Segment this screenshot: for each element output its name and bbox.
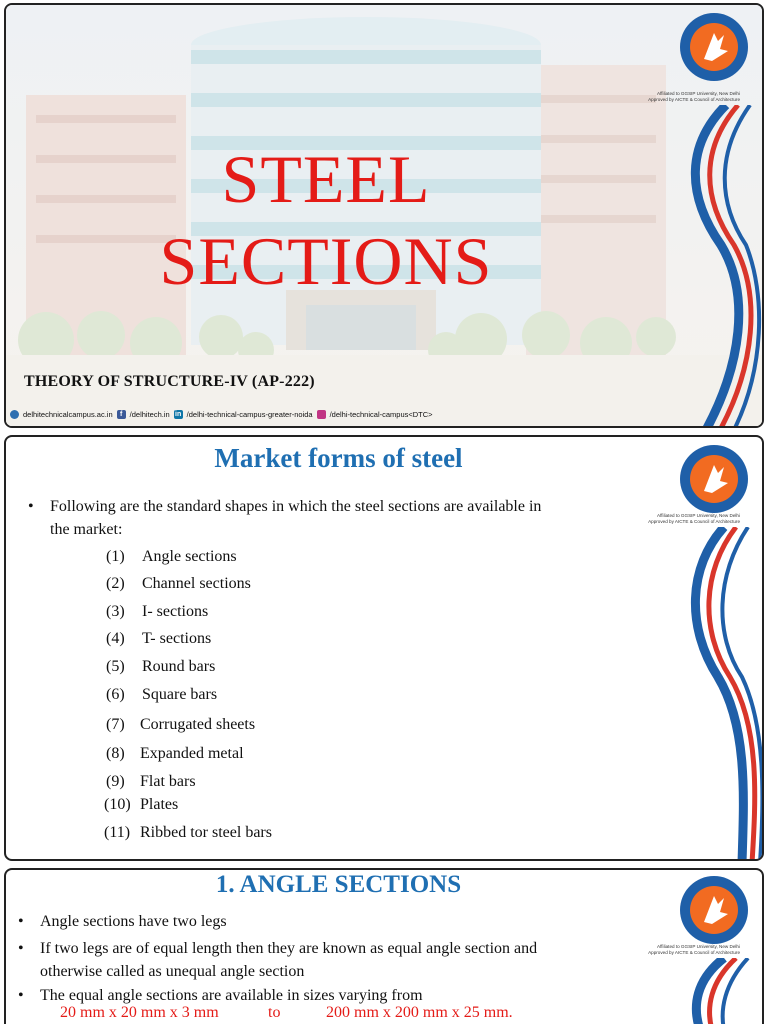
affiliation-text: Affiliated to GGSIP University, New Delhi Approved by AICTE & Council of Architecture bbox=[648, 513, 740, 524]
list-item: (8) Expanded metal bbox=[106, 745, 244, 762]
bullet-icon: • bbox=[18, 913, 24, 930]
slide-title-line-2: SECTIONS bbox=[159, 223, 493, 299]
size-range-from: 20 mm x 20 mm x 3 mm bbox=[60, 1004, 219, 1021]
course-subtitle: THEORY OF STRUCTURE-IV (AP-222) bbox=[24, 373, 315, 390]
list-item: (6) Square bars bbox=[106, 686, 218, 703]
website-link[interactable]: delhitechnicalcampus.ac.in bbox=[23, 409, 113, 419]
affiliation-text: Affiliated to GGSIP University, New Delhi Approved by AICTE & Council of Architecture bbox=[648, 944, 740, 955]
dtc-logo bbox=[678, 874, 750, 946]
bullet-item: • The equal angle sections are available in sizes varying from bbox=[18, 984, 658, 1007]
dtc-logo bbox=[678, 443, 750, 515]
bullet-icon: • bbox=[18, 987, 24, 1004]
social-links-bar bbox=[10, 406, 433, 422]
list-item: (11) Ribbed tor steel bars bbox=[104, 824, 272, 841]
bullet-item: • Angle sections have two legs bbox=[18, 910, 658, 933]
affiliation-text: Affiliated to GGSIP University, New Delhi Approved by AICTE & Council of Architecture bbox=[648, 91, 740, 102]
angle-sections-slide bbox=[4, 868, 764, 1024]
facebook-icon: f bbox=[117, 410, 126, 419]
list-item: (9) Flat bars bbox=[106, 773, 196, 790]
decorative-ribbon bbox=[666, 958, 764, 1024]
intro-bullet: • Following are the standard shapes in which the steel sections are available in the market: bbox=[28, 495, 668, 545]
bullet-icon: • bbox=[28, 498, 34, 515]
instagram-icon bbox=[317, 410, 326, 419]
list-item: (2) Channel sections bbox=[106, 575, 251, 592]
instagram-link[interactable]: /delhi-technical-campus<DTC> bbox=[329, 409, 433, 419]
facebook-link[interactable]: /delhitech.in bbox=[129, 409, 170, 419]
list-item: (3) I- sections bbox=[106, 603, 209, 620]
list-item: (4) T- sections bbox=[106, 630, 212, 647]
list-item: (10) Plates bbox=[104, 796, 179, 813]
market-forms-slide bbox=[4, 435, 764, 861]
size-range-to: 200 mm x 200 mm x 25 mm. bbox=[326, 1004, 513, 1021]
title-slide bbox=[4, 3, 764, 428]
decorative-ribbon bbox=[666, 527, 764, 861]
linkedin-icon: in bbox=[175, 410, 182, 418]
slide-heading: Market forms of steel bbox=[214, 443, 463, 473]
linkedin-link[interactable]: /delhi-technical-campus-greater-noida bbox=[186, 409, 313, 419]
decorative-ribbon bbox=[666, 105, 764, 428]
bullet-item: • If two legs are of equal length then they are known as equal angle section and otherwise called as unequal angle section bbox=[18, 937, 668, 983]
size-range-to-word: to bbox=[268, 1004, 281, 1021]
list-item: (5) Round bars bbox=[106, 658, 216, 675]
list-item: (1) Angle sections bbox=[106, 548, 237, 565]
list-item: (7) Corrugated sheets bbox=[106, 716, 256, 733]
slide-heading: 1. ANGLE SECTIONS bbox=[215, 871, 462, 898]
dtc-logo bbox=[678, 11, 750, 83]
bullet-icon: • bbox=[18, 940, 24, 957]
slide-title-line-1: STEEL bbox=[221, 141, 431, 217]
globe-icon bbox=[10, 410, 19, 419]
